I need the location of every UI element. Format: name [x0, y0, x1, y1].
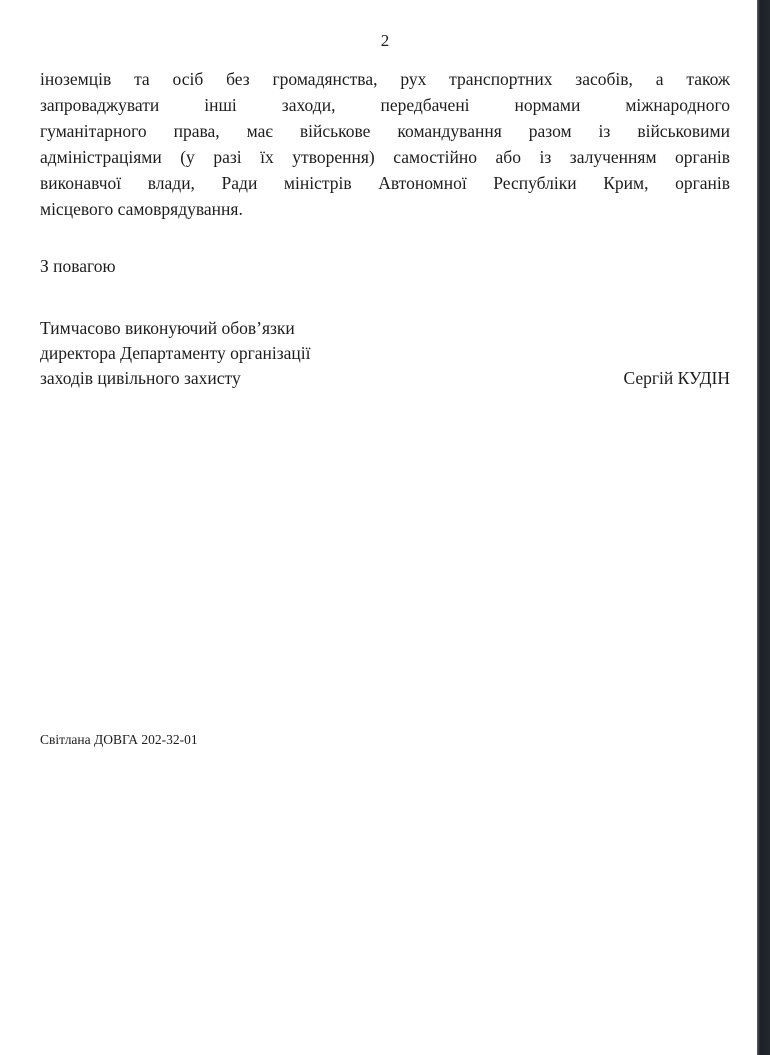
paragraph-line: іноземців та осіб без громадянства, рух транспортних засобів, а також — [40, 69, 730, 89]
viewer-background-edge — [757, 0, 770, 1055]
paragraph-line: гуманітарного права, має військове командування разом із військовими — [40, 121, 730, 141]
signature-title-line: директора Департаменту організації — [40, 343, 311, 363]
paragraph-line: виконавчої влади, Ради міністрів Автономної Республіки Крим, органів — [40, 173, 730, 193]
page-number: 2 — [380, 31, 390, 50]
typist-note: Світлана ДОВГА 202-32-01 — [40, 732, 198, 747]
signature-block — [40, 316, 730, 391]
signature-name: Сергій КУДІН — [623, 368, 730, 388]
body-paragraph — [40, 66, 730, 222]
signature-title — [40, 316, 311, 391]
closing-salutation: З повагою — [40, 256, 116, 276]
paragraph-line: запроваджувати інші заходи, передбачені нормами міжнародного — [40, 95, 730, 115]
paragraph-line: адміністраціями (у разі їх утворення) самостійно або із залученням органів — [40, 147, 730, 167]
signature-title-line: заходів цивільного захисту — [40, 368, 241, 388]
signature-title-line: Тимчасово виконуючий обов’язки — [40, 318, 295, 338]
paragraph-line: місцевого самоврядування. — [40, 199, 243, 219]
